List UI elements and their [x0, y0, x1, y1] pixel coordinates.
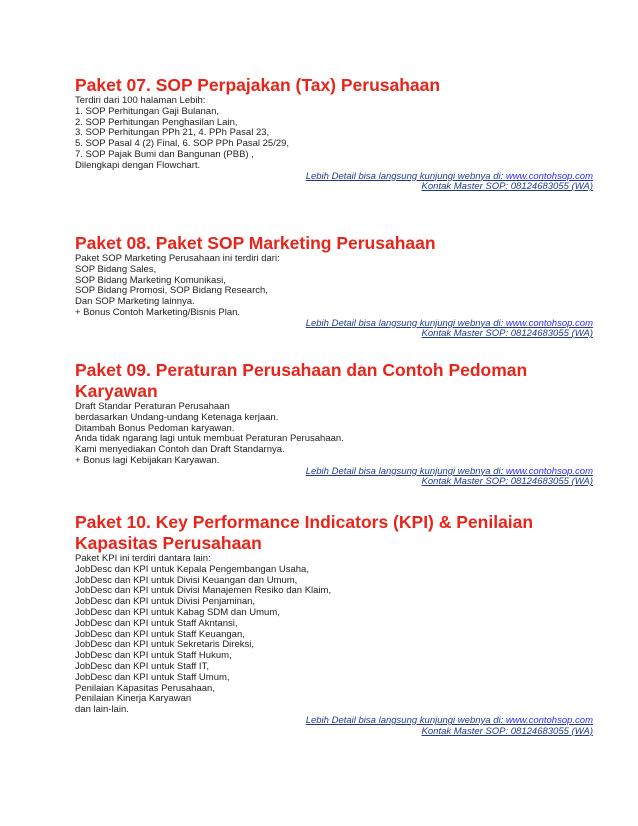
package-title-line: Karyawan [75, 381, 158, 401]
detail-prefix: Lebih Detail bisa langsung kunjungi webnya di: [305, 714, 506, 726]
description-line: JobDesc dan KPI untuk Sekretaris Direksi, [75, 639, 254, 651]
description-line: 7. SOP Pajak Bumi dan Bangunan (PBB) , [75, 148, 254, 160]
description-line: Penilaian Kinerja Karyawan [75, 693, 192, 705]
description-line: JobDesc dan KPI untuk Staff Keuangan, [75, 628, 245, 640]
description-line: dan lain-lain. [75, 704, 129, 716]
contact-links [75, 172, 593, 193]
description-line: Dilengkapi dengan Flowchart. [75, 159, 201, 171]
description-line: JobDesc dan KPI untuk Divisi Keuangan dan Umum, [75, 574, 298, 586]
detail-link[interactable] [75, 716, 593, 727]
package-description [75, 96, 593, 172]
description-line: Dan SOP Marketing lainnya. [75, 296, 195, 308]
description-line: JobDesc dan KPI untuk Kepala Pengembangan Usaha, [75, 563, 309, 575]
description-line: + Bonus Contoh Marketing/Bisnis Plan. [75, 306, 241, 318]
description-line: Paket SOP Marketing Perusahaan ini terdiri dari: [75, 253, 280, 264]
description-line: JobDesc dan KPI untuk Kabag SDM dan Umum, [75, 606, 280, 618]
description-line: SOP Bidang Marketing Komunikasi, [75, 274, 226, 286]
detail-prefix: Lebih Detail bisa langsung kunjungi webnya di: [305, 465, 506, 477]
contact-links [75, 319, 593, 340]
package-title-line: Paket 10. Key Performance Indicators (KPI) & Penilaian [75, 512, 534, 532]
contact-link[interactable]: Kontak Master SOP: 08124683055 (WA) [421, 476, 593, 488]
website-url[interactable]: www.contohsop.com [505, 317, 593, 329]
description-line: Anda tidak ngarang lagi untuk membuat Peraturan Perusahaan. [75, 433, 344, 445]
description-line: 1. SOP Perhitungan Gaji Bulanan, [75, 105, 220, 117]
package-section-07 [75, 75, 593, 193]
package-description [75, 254, 593, 319]
package-description [75, 402, 593, 467]
contact-links [75, 467, 593, 488]
description-line: Paket KPI ini terdiri dantara lain: [75, 553, 211, 564]
package-section-10 [75, 512, 593, 737]
contact-link[interactable]: Kontak Master SOP: 08124683055 (WA) [421, 725, 593, 737]
description-line: 5. SOP Pasal 4 (2) Final, 6. SOP PPh Pasal 25/29, [75, 138, 290, 150]
description-line: Draft Standar Peraturan Perusahaan [75, 401, 230, 412]
description-line: Ditambah Bonus Pedoman karyawan. [75, 422, 235, 434]
description-line: JobDesc dan KPI untuk Staff Akntansi, [75, 617, 238, 629]
website-url[interactable]: www.contohsop.com [505, 465, 593, 477]
website-url[interactable]: www.contohsop.com [505, 714, 593, 726]
package-title: Paket 07. SOP Perpajakan (Tax) Perusahaan [75, 75, 441, 95]
package-title: Paket 08. Paket SOP Marketing Perusahaan [75, 233, 436, 253]
description-line: SOP Bidang Promosi, SOP Bidang Research, [75, 285, 268, 297]
description-line: berdasarkan Undang-undang Ketenaga kerjaan. [75, 411, 279, 423]
package-title [75, 512, 593, 554]
package-title-line: Kapasitas Perusahaan [75, 533, 262, 553]
description-line: SOP Bidang Sales, [75, 263, 157, 275]
package-section-08 [75, 233, 593, 340]
website-url[interactable]: www.contohsop.com [505, 170, 593, 182]
description-line: JobDesc dan KPI untuk Divisi Manajemen Resiko dan Klaim, [75, 585, 332, 597]
detail-prefix: Lebih Detail bisa langsung kunjungi webnya di: [305, 170, 506, 182]
description-line: JobDesc dan KPI untuk Staff Hukum, [75, 650, 232, 662]
package-description [75, 554, 593, 716]
description-line: Penilaian Kapasitas Perusahaan, [75, 682, 215, 694]
description-line: + Bonus lagi Kebijakan Karyawan. [75, 454, 220, 466]
package-title [75, 360, 593, 402]
description-line: JobDesc dan KPI untuk Divisi Penjaminan, [75, 596, 256, 608]
description-line: 3. SOP Perhitungan PPh 21, 4. PPh Pasal 23, [75, 127, 270, 139]
description-line: Terdiri dari 100 halaman Lebih: [75, 95, 206, 106]
description-line: JobDesc dan KPI untuk Staff IT, [75, 660, 209, 672]
package-title-line: Paket 09. Peraturan Perusahaan dan Contoh Pedoman [75, 360, 528, 380]
detail-prefix: Lebih Detail bisa langsung kunjungi webnya di: [305, 317, 506, 329]
package-section-09 [75, 360, 593, 488]
description-line: JobDesc dan KPI untuk Staff Umum, [75, 671, 230, 683]
description-line: Kami menyediakan Contoh dan Draft Standarnya. [75, 444, 285, 456]
contact-link[interactable]: Kontak Master SOP: 08124683055 (WA) [421, 181, 593, 193]
description-line: 2. SOP Perhitungan Penghasilan Lain, [75, 116, 238, 128]
contact-links [75, 716, 593, 737]
contact-link[interactable]: Kontak Master SOP: 08124683055 (WA) [421, 328, 593, 340]
